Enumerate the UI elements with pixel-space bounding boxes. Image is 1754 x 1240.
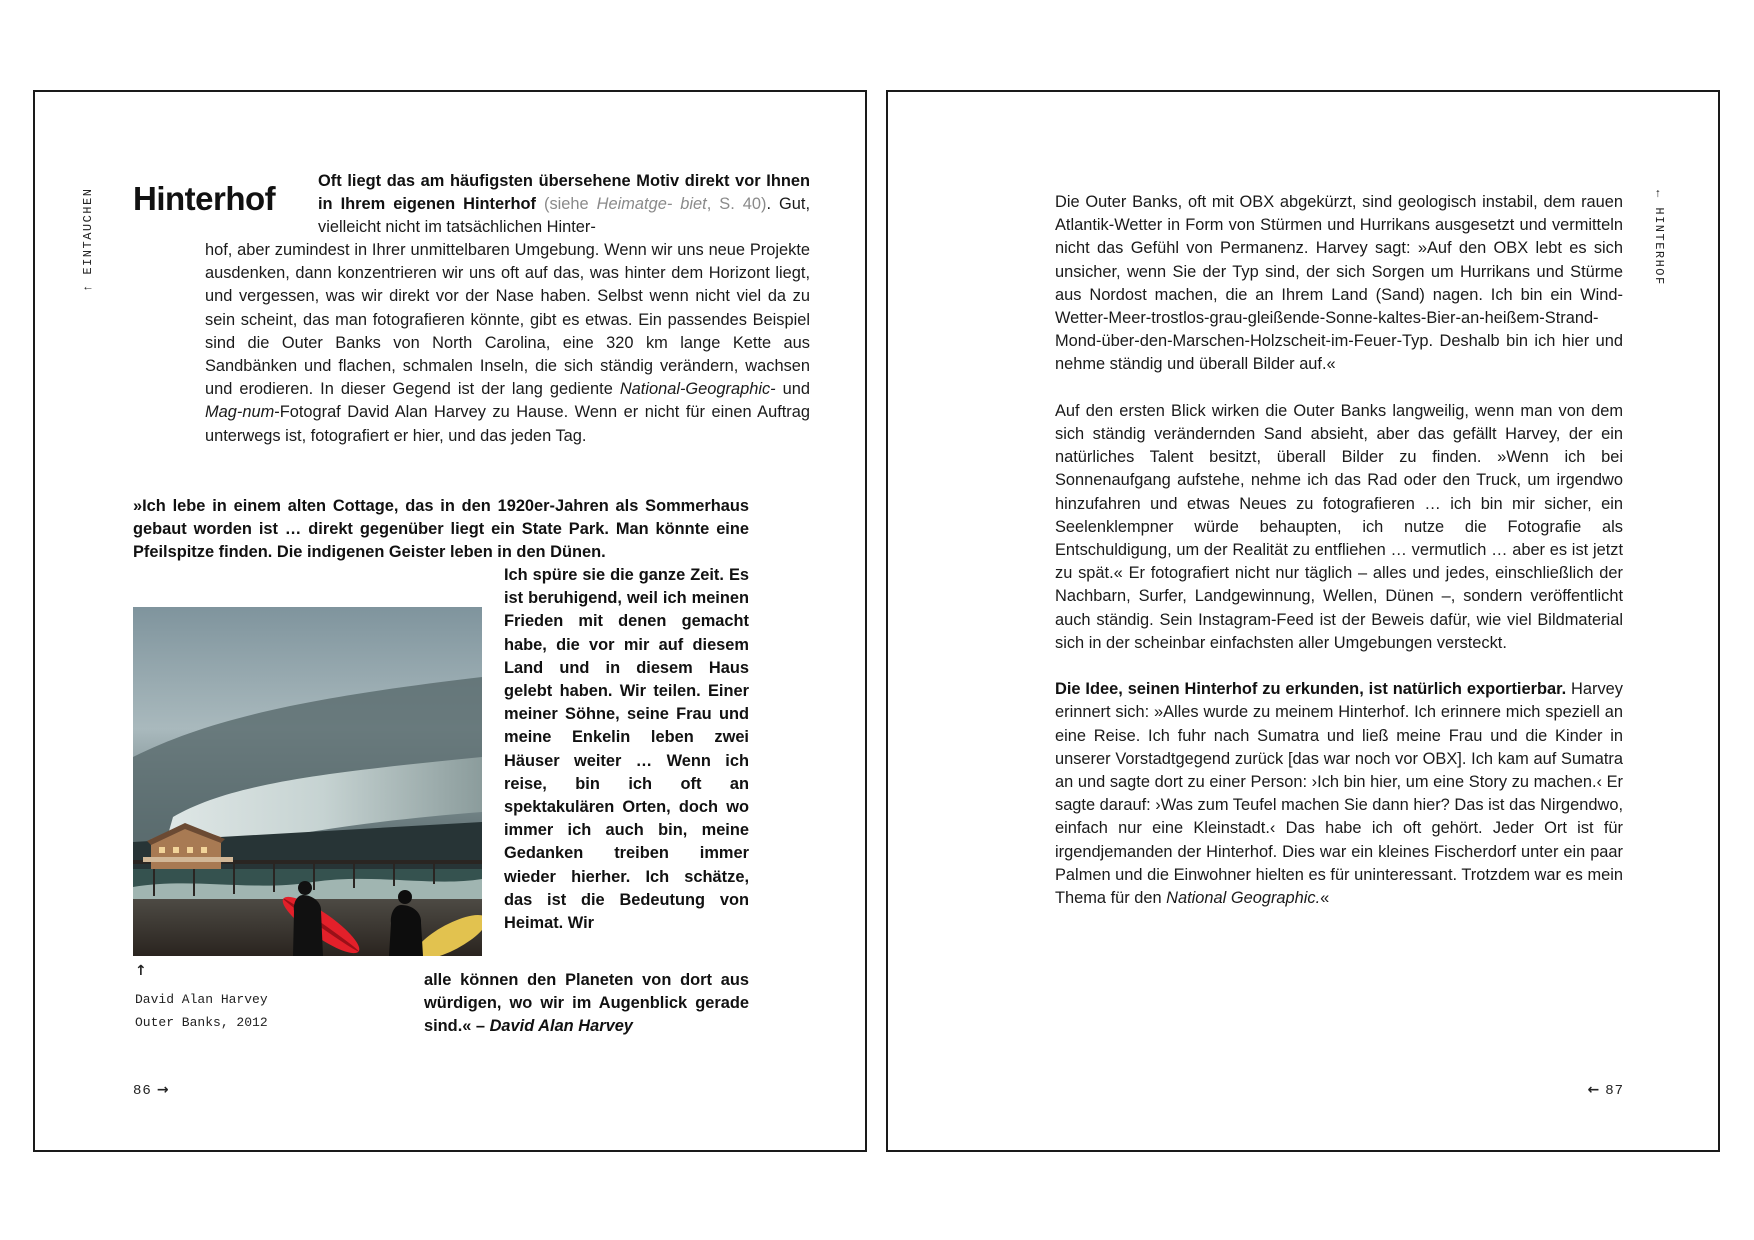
- page-number-left: 86 →: [133, 1082, 170, 1099]
- body-paragraph-2: Auf den ersten Blick wirken die Outer Banks langweilig, wenn man von dem sich ständig verändernden Sand absieht, aber das gefällt Harvey, der ein natürliches Talent besitzt, überall Bilder zu finden. »Wenn ich bei Sonnenaufgang aufstehe, nehme ich das Rad oder den Truck, um irgendwo hinzufahren und etwas Neues zu fotografieren … ich bin mir sicher, ein Seelenklempner würde behaupten, ich nutze die Fotografie als Entschuldigung, um der Realität zu entfliehen … vermutlich … aber es ist jetzt zu spät.« Er fotografiert nicht nur täglich – alles und jedes, einschließlich der Nachbarn, Surfer, Landgewinnung, Wellen, Dünen –, sondern veröffentlicht auch ständig. Sein Instagram-Feed ist der Beweis dafür, wie viel Bildmaterial sich in der scheinbar einfachsten aller Umgebungen versteckt.: [1055, 401, 1623, 652]
- caption-location-year: Outer Banks, 2012: [135, 1015, 268, 1030]
- body-column: [1055, 191, 1623, 933]
- right-page: [886, 90, 1720, 1152]
- left-page: [33, 90, 867, 1152]
- arrow-right-icon[interactable]: →: [156, 1082, 170, 1098]
- caption-photographer: David Alan Harvey: [135, 992, 268, 1007]
- page-title: Hinterhof: [133, 180, 276, 217]
- body-paragraph-1: Die Outer Banks, oft mit OBX abgekürzt, sind geologisch instabil, dem rauen Atlantik-Wetter in Form von Stürmen und Hurrikans ausgesetzt und vermitteln nicht das Gefühl von Permanenz. Harvey sagt: »Auf den OBX lebt es sich unsicher, wenn Sie der Typ sind, der sich Sorgen um Hurrikans und Stürme aus Nordost machen, die an Ihrem Land (Sand) nagen. Ich bin ein Wind-Wetter-Meer-trostlos-grau-gleißende-Sonne-kaltes-Bier-an-heißem-Strand-Mond-über-den-Marschen-Holzscheit-im-Feuer-Typ. Deshalb bin ich hier und nehme ständig und überall Bilder auf.«: [1055, 193, 1623, 374]
- section-label-eintauchen: ↑ EINTAUCHEN: [81, 187, 95, 292]
- intro-continuation: hof, aber zumindest in Ihrer unmittelbaren Umgebung. Wenn wir uns neue Projekte ausdenken, dann konzentrieren wir uns oft auf das, was hinter dem Horizont liegt, und vergessen, was wir direkt vor der Nase haben. Selbst wenn nicht viel da zu sein scheint, das man fotografieren könnte, gibt es etwas. Ein passendes Beispiel sind die Outer Banks von North Carolina, eine 320 km lange Kette aus Sandbänken und flachen, schmalen Inseln, die sich ständig verändern, wachsen und erodieren. In dieser Gegend ist der lang gediente National-Geographic- und Mag-num-Fotograf David Alan Harvey zu Hause. Wenn er nicht für einen Auftrag unterwegs ist, fotografiert er hier, und das jeden Tag.: [205, 241, 810, 445]
- arrow-up-icon: ↑: [135, 963, 147, 979]
- cross-reference[interactable]: (siehe Heimatge- biet, S. 40): [544, 195, 767, 214]
- quote-author: David Alan Harvey: [489, 1017, 633, 1036]
- intro-paragraph: [318, 170, 810, 240]
- page-number-right: ← 87: [1587, 1082, 1624, 1099]
- pull-quote-side: Ich spüre sie die ganze Zeit. Es ist beruhigend, weil ich meinen Frieden mit denen gemacht habe, die vor mir auf diesem Land und in diesem Haus gelebt haben. Wir teilen. Einer meiner Söhne, seine Frau und meine Enkelin leben zwei Häuser weiter … Wenn ich reise, bin ich oft an spektakulären Orten, doch wo immer ich auch bin, meine Gedanken treiben immer wieder hierher. Ich schätze, das ist die Bedeutung von Heimat. Wir: [504, 566, 749, 933]
- section-label-hinterhof: ← HINTERHOF: [1652, 190, 1666, 286]
- photo-outer-banks-storm: [133, 607, 482, 956]
- paragraph-lead: Die Idee, seinen Hinterhof zu erkunden, ist natürlich exportierbar.: [1055, 680, 1567, 699]
- body-paragraph-3: Die Idee, seinen Hinterhof zu erkunden, ist natürlich exportierbar. Harvey erinnert sich: »Alles wurde zu meinem Hinterhof. Ich erinnere mich speziell an eine Reise. Ich fuhr nach Sumatra und ließ meine Frau und die Kinder in unserer Vorstadtgegend zurück [das war noch vor OBX]. Ich kam auf Sumatra an und sagte dort zu einer Person: ›Ich bin hier, um eine Story zu machen.‹ Er sagte darauf: ›Was zum Teufel machen Sie dann hier? Das ist das Nirgendwo, einfach nur eine Kleinstadt.‹ Das habe ich oft gehört. Jeder Ort ist für irgendjemanden der Hinterhof. Dies war ein kleines Fischerdorf unter ein paar Palmen und die Einwohner hielten es für uninteressant. Trotzdem war es mein Thema für den National Geographic.«: [1055, 680, 1623, 908]
- photo-caption: [135, 960, 268, 1034]
- intro-text: . Gut, vielleicht nicht im tatsächlichen Hinter-: [318, 195, 811, 237]
- pull-quote-top: »Ich lebe in einem alten Cottage, das in den 1920er-Jahren als Sommerhaus gebaut worden ist … direkt gegenüber liegt ein State Park. Man könnte eine Pfeilspitze finden. Die indigenen Geister leben in den Dünen.: [133, 497, 749, 562]
- arrow-left-icon[interactable]: ←: [1587, 1082, 1601, 1098]
- intro-lead: Oft liegt das am häufigsten übersehene Motiv direkt vor Ihnen in Ihrem eigenen Hinterhof: [318, 172, 810, 214]
- pull-quote-end: alle können den Planeten von dort aus würdigen, wo wir im Augenblick gerade sind.« – David Alan Harvey: [424, 971, 749, 1036]
